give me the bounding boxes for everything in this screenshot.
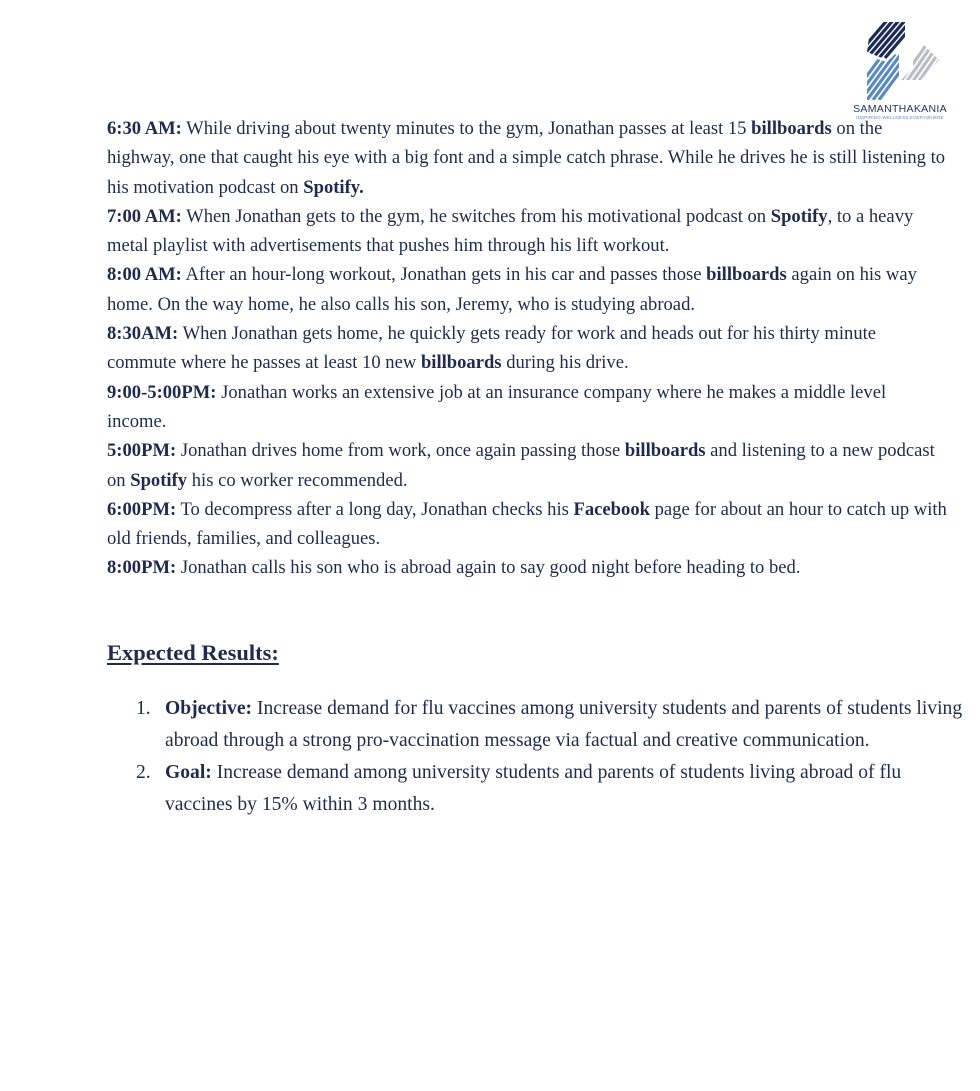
schedule-entry [107, 436, 947, 495]
expected-results-section [107, 640, 967, 821]
schedule-keyword: Spotify [130, 469, 188, 491]
result-item [107, 693, 967, 757]
result-text: Increase demand among university students and parents of students living abroad of flu vaccines by 15% within 3 months. [165, 762, 902, 815]
logo-name: SAMANTHAKANIA [853, 103, 947, 115]
daily-schedule [107, 114, 947, 583]
schedule-time: 6:30 AM: [107, 118, 182, 139]
schedule-text: When Jonathan gets to the gym, he switches from his motivational podcast on [181, 205, 771, 227]
schedule-text: Jonathan works an extensive job at an insurance company where he makes a middle level income. [107, 381, 887, 432]
schedule-text: during his drive. [501, 352, 629, 374]
schedule-keyword: Spotify [770, 205, 828, 227]
schedule-text: Jonathan drives home from work, once again passing those [176, 440, 625, 462]
schedule-entry [107, 553, 947, 582]
schedule-keyword: billboards [420, 352, 502, 374]
result-label: Goal: [165, 762, 212, 783]
schedule-entry [107, 319, 947, 378]
schedule-text: page for about an hour to catch up with old friends, families, and colleagues. [107, 498, 947, 550]
schedule-text: , to a heavy metal playlist with advertisements that pushes him through his lift workout. [107, 205, 914, 257]
schedule-keyword: Spotify. [303, 176, 364, 198]
schedule-text: again on his way home. On the way home, he also calls his son, Jeremy, who is studying abroad. [107, 264, 917, 315]
schedule-time: 9:00-5:00PM: [107, 381, 217, 403]
schedule-text: To decompress after a long day, Jonathan checks his [176, 498, 574, 520]
result-number: 1. [136, 698, 151, 719]
schedule-text: his co worker recommended. [187, 469, 408, 491]
expected-results-heading: Expected Results: [107, 640, 279, 665]
schedule-time: 7:00 AM: [107, 205, 182, 227]
schedule-time: 8:00PM: [107, 557, 177, 579]
schedule-time: 6:00PM: [107, 498, 177, 520]
schedule-text: After an hour-long workout, Jonathan gets in his car and passes those [181, 264, 707, 286]
schedule-entry [107, 495, 947, 554]
company-logo [850, 18, 950, 120]
schedule-time: 5:00PM: [107, 440, 177, 462]
schedule-entry [107, 114, 947, 202]
schedule-text: on the highway, one that caught his eye with a big font and a simple catch phrase. While he drives he is still listening to his motivation podcast on [107, 118, 946, 198]
schedule-entry [107, 202, 947, 261]
schedule-text: and listening to a new podcast on [107, 440, 935, 491]
logo-mark-icon [859, 18, 941, 100]
schedule-text: When Jonathan gets home, he quickly gets ready for work and heads out for his thirty minute commute where he passes at least 10 new [107, 323, 877, 374]
schedule-keyword: billboards [706, 264, 787, 286]
schedule-time: 8:00 AM: [107, 264, 182, 286]
schedule-entry [107, 260, 947, 319]
result-number: 2. [136, 762, 151, 783]
result-text: Increase demand for flu vaccines among university students and parents of students living abroad through a strong pro-vaccination message via factual and creative communication. [165, 698, 963, 751]
result-item [107, 757, 967, 821]
result-label: Objective: [165, 698, 253, 719]
schedule-text: Jonathan calls his son who is abroad again to say good night before heading to bed. [176, 557, 801, 579]
schedule-text: While driving about twenty minutes to the gym, Jonathan passes at least 15 [181, 118, 752, 139]
schedule-keyword: billboards [624, 440, 706, 462]
expected-results-list [107, 693, 967, 821]
schedule-entry [107, 378, 947, 437]
schedule-keyword: billboards [751, 118, 832, 139]
schedule-keyword: Facebook [573, 498, 650, 520]
schedule-time: 8:30AM: [107, 323, 179, 345]
logo-tagline: INSPIRING WELLNESS EVERYWHERE [856, 115, 944, 120]
